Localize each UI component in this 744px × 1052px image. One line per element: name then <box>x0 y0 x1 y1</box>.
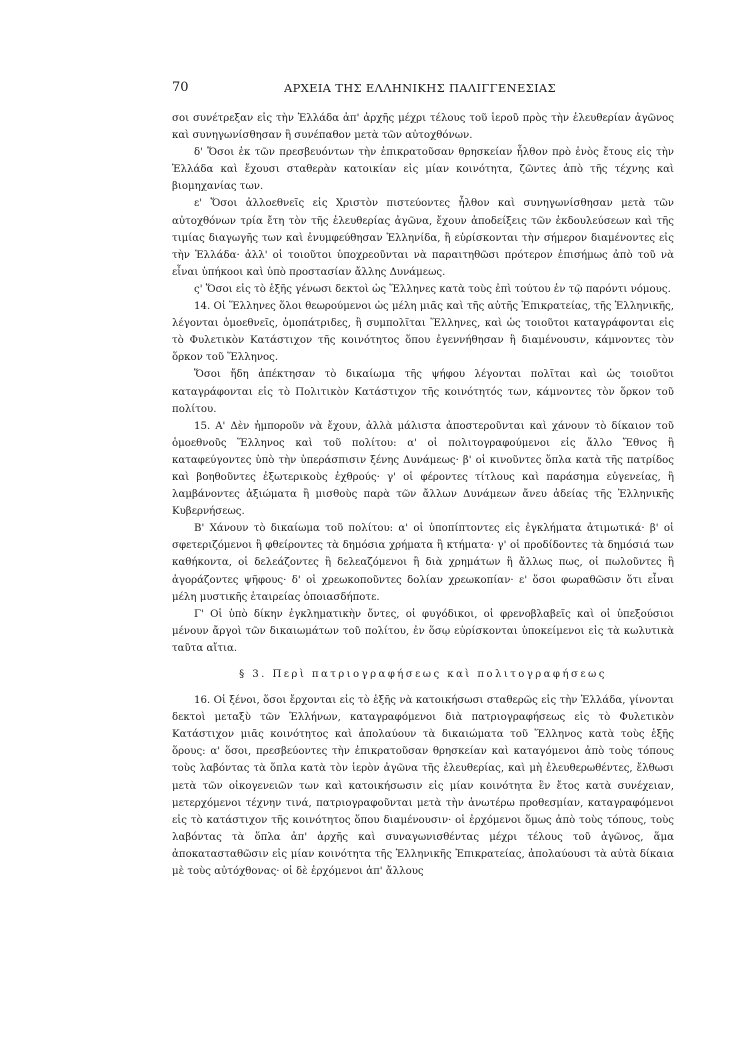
paragraph: ε' Ὅσοι ἀλλοεθνεῖς εἰς Χριστὸν πιστεύοντες ἦλθον καὶ συνηγωνίσθησαν μετὰ τῶν αὐτοχθόνων τρία ἔτη τὸν τῆς ἐλευθερίας ἀγῶνα, ἔχουν ἀποδείξεις τῶν ἐκδουλεύσεων καὶ τῆς τιμίας διαγωγῆς των καὶ ἐνυμφεύθησαν Ἑλληνίδα, ἢ εὑρίσκονται τὴν σήμερον διαμένοντες εἰς τὴν Ἑλλάδα· ἀλλ' οἱ τοιοῦτοι ὑποχρεοῦνται νὰ παραιτηθῶσι πρότερον ἐπισήμως ἀπὸ τοῦ νὰ εἶναι ὑπήκοοι καὶ ὑπὸ προστασίαν ἄλλης Δυνάμεως. <box>172 198 674 278</box>
paragraph: σοι συνέτρεξαν εἰς τὴν Ἑλλάδα ἀπ' ἀρχῆς μέχρι τέλους τοῦ ἱεροῦ πρὸς τὴν ἐλευθερίαν ἀγῶνος καὶ συνηγωνίσθησαν ἢ συνέπαθον μετὰ τῶν αὐτοχθόνων. <box>172 113 674 142</box>
paragraph: δ' Ὅσοι ἐκ τῶν πρεσβευόντων τὴν ἐπικρατοῦσαν θρησκείαν ἦλθον πρὸ ἑνὸς ἔτους εἰς τὴν Ἑλλάδα καὶ ἔχουσι σταθερὰν κατοικίαν εἰς μίαν κοινότητα, ζῶντες ἀπὸ τῆς τέχνης καὶ βιομηχανίας των. <box>172 147 674 193</box>
paragraph: Β' Χάνουν τὸ δικαίωμα τοῦ πολίτου: α' οἱ ὑποπίπτοντες εἰς ἐγκλήματα ἀτιμωτικά· β' οἱ σφετεριζόμενοι ἢ φθείροντες τὰ δημόσια χρήματα ἢ κτήματα· γ' οἱ προδίδοντες τὰ δημόσιά των καθήκοντα, οἱ δελεάζοντες ἢ δελεαζόμενοι ἢ διὰ χρημάτων ἢ ἄλλως πως, οἱ πωλοῦντες ἢ ἀγοράζοντες ψῆφους· δ' οἱ χρεωκοποῦντες δολίαν χρεωκοπίαν· ε' ὅσοι φωραθῶσιν ὅτι εἶναι μέλη μυστικῆς ἑταιρείας ὁποιασδήποτε. <box>172 523 674 603</box>
running-title: ΑΡΧΕΙΑ ΤΗΣ ΕΛΛΗΝΙΚΗΣ ΠΑΛΙΓΓΕΝΕΣΙΑΣ <box>284 81 556 95</box>
paragraph: ς' Ὅσοι εἰς τὸ ἑξῆς γένωσι δεκτοὶ ὡς Ἕλληνες κατὰ τοὺς ἐπὶ τούτου ἐν τῷ παρόντι νόμους. <box>194 283 671 295</box>
paragraph-article-14: 14. Οἱ Ἕλληνες ὅλοι θεωρούμενοι ὡς μέλη μιᾶς καὶ τῆς αὐτῆς Ἐπικρατείας, τῆς Ἑλληνικῆς, λέγονται ὁμοεθνεῖς, ὁμοπάτριδες, ἢ συμπολῖται Ἕλληνες, καὶ ὡς τοιοῦτοι καταγράφονται εἰς τὸ Φυλετικὸν Κατάστιχον τῆς κοινότητος ὅπου ἐγεννήθησαν ἢ διαμένουσιν, κάμνοντες τὸν ὅρκον τοῦ Ἕλληνος. <box>172 301 674 364</box>
page-body <box>172 110 674 880</box>
page-number: 70 <box>172 80 189 95</box>
section-heading: § 3. Περὶ πατριογραφήσεως καὶ πολιτογραφήσεως <box>239 669 607 680</box>
page-header <box>172 80 674 98</box>
paragraph-article-16: 16. Οἱ ξένοι, ὅσοι ἔρχονται εἰς τὸ ἑξῆς νὰ κατοικήσωσι σταθερῶς εἰς τὴν Ἑλλάδα, γίνονται δεκτοὶ μεταξὺ τῶν Ἑλλήνων, καταγραφόμενοι διὰ πατριογραφήσεως εἰς τὸ Φυλετικὸν Κατάστιχον μιᾶς κοινότητος καὶ ἀπολαύουν τὰ δικαιώματα τοῦ Ἕλληνος κατὰ τοὺς ἑξῆς ὅρους: α' ὅσοι, πρεσβεύοντες τὴν ἐπικρατοῦσαν θρησκείαν καὶ καταγόμενοι ἀπὸ τοὺς τόπους τοὺς λαβόντας τὰ ὅπλα κατὰ τὸν ἱερὸν ἀγῶνα τῆς ἐλευθερίας, καὶ μὴ ἐλευθερωθέντες, ἔλθωσι μετὰ τῶν οἰκογενειῶν των καὶ κατοικήσωσιν εἰς μίαν κοινότητα ἓν ἔτος κατὰ συνέχειαν, μετερχόμενοι τέχνην τινά, πατριογραφοῦνται μετὰ τὴν ἀνωτέρω προθεσμίαν, καταγραφόμενοι εἰς τὸ κατάστιχον τῆς κοινότητος ὅπου διαμένουσιν· οἱ ἐρχόμενοι ὅμως ἀπὸ τοὺς τόπους, τοὺς λαβόντας τὰ ὅπλα ἀπ' ἀρχῆς καὶ συναγωνισθέντας μέχρι τέλους τοῦ ἀγῶνος, ἅμα ἀποκατασταθῶσιν εἰς μίαν κοινότητα τῆς Ἑλληνικῆς Ἐπικρατείας, ἀπολαύουσι τὰ αὐτὰ δίκαια μὲ τοὺς αὐτόχθονας· οἱ δὲ ἐρχόμενοι ἀπ' ἄλλους <box>172 695 674 878</box>
paragraph: Ὅσοι ἤδη ἀπέκτησαν τὸ δικαίωμα τῆς ψήφου λέγονται πολῖται καὶ ὡς τοιοῦτοι καταγράφονται εἰς τὸ Πολιτικὸν Κατάστιχον τῆς κοινότητός των, κάμνοντες τὸν ὅρκον τοῦ πολίτου. <box>172 369 674 415</box>
paragraph-article-15: 15. Α' Δὲν ἠμποροῦν νὰ ἔχουν, ἀλλὰ μάλιστα ἀποστεροῦνται καὶ χάνουν τὸ δίκαιον τοῦ ὁμοεθνοῦς Ἕλληνος καὶ τοῦ πολίτου: α' οἱ πολιτογραφούμενοι εἰς ἄλλο Ἔθνος ἢ καταφεύγοντες ὑπὸ τὴν ὑπεράσπισιν ξένης Δυνάμεως· β' οἱ κινοῦντες ὅπλα κατὰ τῆς πατρίδος καὶ βοηθοῦντες ἐξωτερικοὺς ἐχθρούς· γ' οἱ φέροντες τίτλους καὶ παράσημα εὐγενείας, ἢ λαμβάνοντες ἀξιώματα ἢ μισθοὺς παρὰ τῶν ἄλλων Δυνάμεων ἄνευ ἀδείας τῆς Ἑλληνικῆς Κυβερνήσεως. <box>172 420 674 518</box>
paragraph: Γ' Οἱ ὑπὸ δίκην ἐγκληματικὴν ὄντες, οἱ φυγόδικοι, οἱ φρενοβλαβεῖς καὶ οἱ ὑπεξούσιοι μένουν ἄργοὶ τῶν δικαιωμάτων τοῦ πολίτου, ἐν ὅσῳ εὑρίσκονται ὑποκείμενοι εἰς τὰ κωλυτικὰ ταῦτα αἴτια. <box>172 608 674 654</box>
